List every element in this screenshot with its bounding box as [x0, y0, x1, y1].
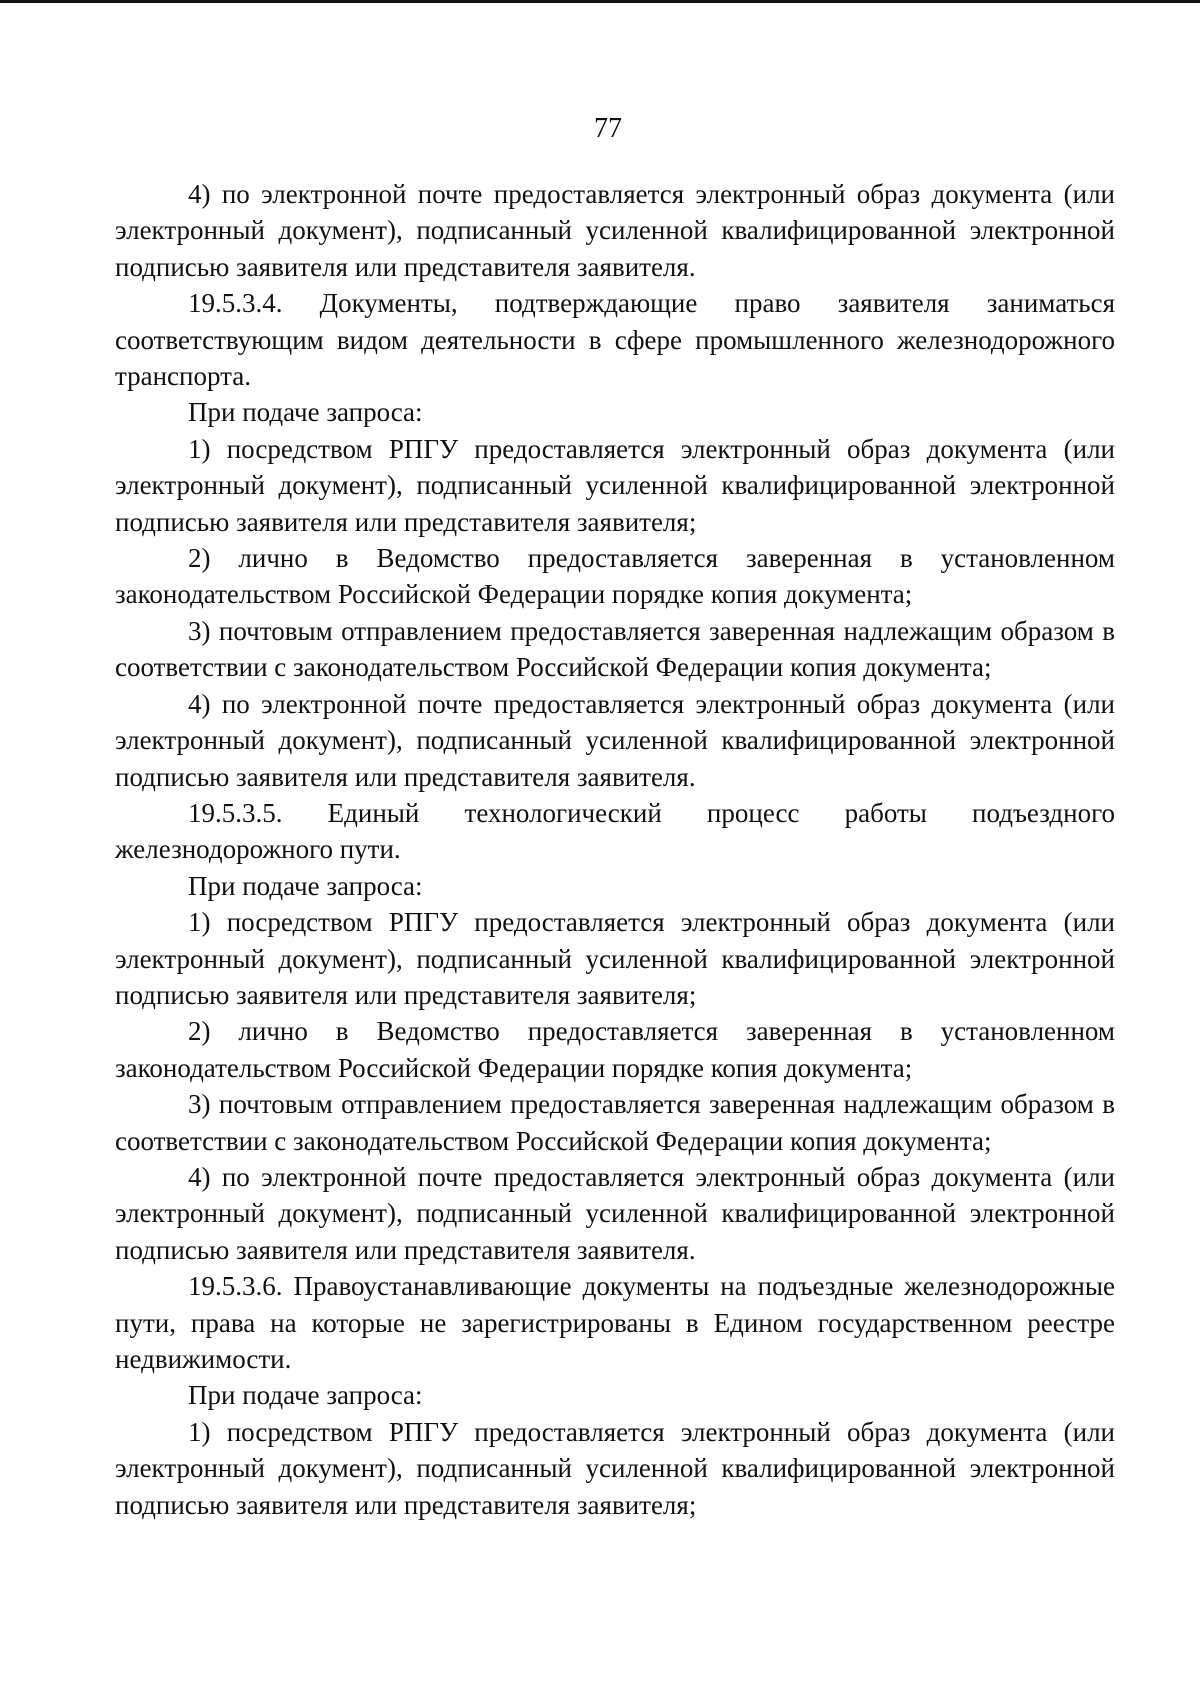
paragraph-section-19-5-3-5: 19.5.3.5. Единый технологический процесс работы подъездного железнодорожного пути. — [115, 797, 1115, 865]
paragraph-section-19-5-3-4: 19.5.3.4. Документы, подтверждающие право заявителя заниматься соответствующим видом деятельности в сфере промышленного железнодорожного транспорта. — [115, 288, 1115, 392]
paragraph-item-4-email: 4) по электронной почте предоставляется электронный образ документа (или электронный документ), подписанный усиленной квалифицированной электронной подписью заявителя или представителя заявителя. — [115, 688, 1115, 792]
paragraph-request-intro: При подаче запроса: — [188, 397, 423, 428]
paragraph-section-19-5-3-6: 19.5.3.6. Правоустанавливающие документы на подъездные железнодорожные пути, права на которые не зарегистрированы в Едином государственном реестре недвижимости. — [115, 1271, 1115, 1374]
paragraph-request-intro: При подаче запроса: — [188, 1380, 423, 1411]
paragraph-item-4-email: 4) по электронной почте предоставляется электронный образ документа (или электронный документ), подписанный усиленной квалифицированной электронной подписью заявителя или представителя заявителя. — [115, 179, 1115, 282]
paragraph-item-1-rpgu: 1) посредством РПГУ предоставляется электронный образ документа (или электронный документ), подписанный усиленной квалифицированной электронной подписью заявителя или представителя заявителя; — [115, 1416, 1115, 1520]
top-border-line — [0, 0, 1200, 3]
paragraph-item-1-rpgu: 1) посредством РПГУ предоставляется электронный образ документа (или электронный документ), подписанный усиленной квалифицированной электронной подписью заявителя или представителя заявителя; — [115, 907, 1115, 1010]
paragraph-item-3-mail: 3) почтовым отправлением предоставляется заверенная надлежащим образом в соответствии с законодательством Российской Федерации копия документа; — [115, 1089, 1115, 1156]
page-number: 77 — [594, 113, 622, 144]
paragraph-item-2-in-person: 2) лично в Ведомство предоставляется заверенная в установленном законодательством Российской Федерации порядке копия документа; — [115, 1016, 1115, 1083]
document-body — [115, 176, 1115, 1523]
paragraph-item-1-rpgu: 1) посредством РПГУ предоставляется электронный образ документа (или электронный документ), подписанный усиленной квалифицированной электронной подписью заявителя или представителя заявителя; — [115, 433, 1115, 537]
paragraph-request-intro: При подаче запроса: — [188, 870, 423, 901]
paragraph-item-3-mail: 3) почтовым отправлением предоставляется заверенная надлежащим образом в соответствии с законодательством Российской Федерации копия документа; — [115, 615, 1115, 683]
paragraph-item-2-in-person: 2) лично в Ведомство предоставляется заверенная в установленном законодательством Российской Федерации порядке копия документа; — [115, 543, 1115, 610]
paragraph-item-4-email: 4) по электронной почте предоставляется электронный образ документа (или электронный документ), подписанный усиленной квалифицированной электронной подписью заявителя или представителя заявителя. — [115, 1161, 1115, 1265]
